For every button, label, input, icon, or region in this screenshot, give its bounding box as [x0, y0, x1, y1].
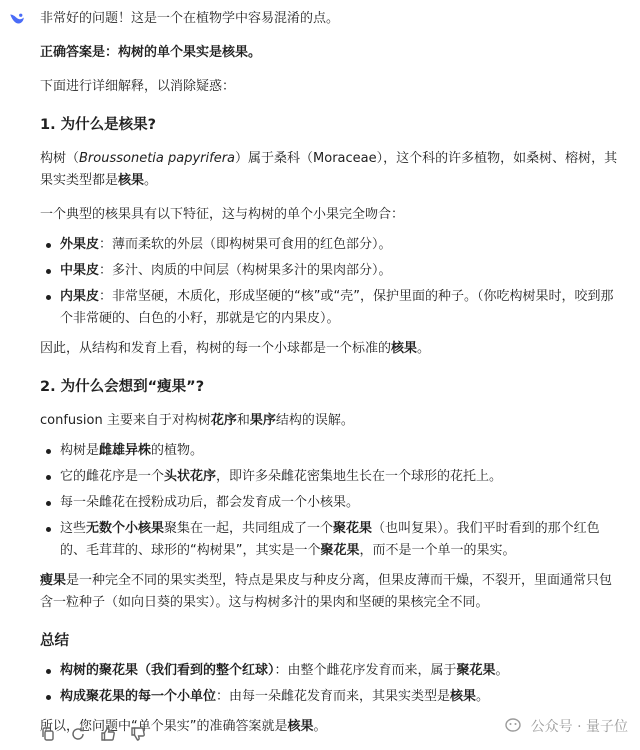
lead-text: 下面进行详细解释，以消除疑惑：	[40, 79, 236, 94]
paragraph: confusion 主要来自于对构树花序和果序结构的误解。	[40, 413, 354, 428]
regenerate-icon[interactable]	[70, 726, 86, 742]
paragraph: 一个典型的核果具有以下特征，这与构树的单个小果完全吻合：	[40, 207, 405, 222]
intro-text: 非常好的问题！这是一个在植物学中容易混淆的点。	[40, 11, 340, 26]
ai-assistant-logo-icon	[8, 10, 26, 28]
bullet-list	[40, 440, 620, 562]
watermark-text: 公众号 · 量子位	[530, 719, 628, 735]
section-heading: 1. 为什么是核果?	[40, 117, 157, 133]
thumbs-up-icon[interactable]	[100, 726, 116, 742]
section-heading: 2. 为什么会想到“瘦果”?	[40, 379, 205, 395]
thumbs-down-icon[interactable]	[130, 726, 146, 742]
list-item: 它的雌花序是一个头状花序，即许多朵雌花密集地生长在一个球形的花托上。	[40, 466, 620, 488]
answer-text: 正确答案是：构树的单个果实是核果。	[40, 45, 262, 60]
watermark	[505, 716, 628, 736]
list-item: 构树的聚花果（我们看到的整个红球）：由整个雌花序发育而来，属于聚花果。	[40, 660, 620, 682]
list-item: 构树是雌雄异株的植物。	[40, 440, 620, 462]
list-item: 内果皮：非常坚硬，木质化，形成坚硬的“核”或“壳”，保护里面的种子。（你吃构树果时，咬到那个非常硬的、白色的小籽，那就是它的内果皮）。	[40, 286, 620, 330]
list-item: 每一朵雌花在授粉成功后，都会发育成一个小核果。	[40, 492, 620, 514]
list-item: 构成聚花果的每一个小单位：由每一朵雌花发育而来，其果实类型是核果。	[40, 686, 620, 708]
paragraph: 瘦果是一种完全不同的果实类型，特点是果皮与种皮分离，但果皮薄而干燥，不裂开，里面通常只包含一粒种子（如向日葵的果实）。这与构树多汁的果肉和坚硬的果核完全不同。	[40, 573, 613, 610]
list-item: 外果皮：薄而柔软的外层（即构树果可食用的红色部分）。	[40, 234, 620, 256]
bullet-list	[40, 660, 620, 708]
list-item: 这些无数个小核果聚集在一起，共同组成了一个聚花果（也叫复果）。我们平时看到的那个红色的、毛茸茸的、球形的“构树果”，其实是一个聚花果，而不是一个单一的果实。	[40, 518, 620, 562]
latin-name: Broussonetia papyrifera	[79, 151, 236, 166]
bullet-list	[40, 234, 620, 330]
message-actions	[40, 726, 146, 742]
assistant-message	[40, 8, 620, 738]
list-item: 中果皮：多汁、肉质的中间层（构树果多汁的果肉部分）。	[40, 260, 620, 282]
wechat-icon	[505, 717, 525, 735]
paragraph: 所以，您问题中“单个果实”的准确答案就是核果。	[40, 719, 327, 734]
section-heading: 总结	[40, 633, 69, 649]
paragraph: 构树（Broussonetia papyrifera）属于桑科（Moraceae），这个科的许多植物，如桑树、榕树，其果实类型都是核果。	[40, 151, 618, 188]
copy-icon[interactable]	[40, 726, 56, 742]
paragraph: 因此，从结构和发育上看，构树的每一个小球都是一个标准的核果。	[40, 341, 431, 356]
